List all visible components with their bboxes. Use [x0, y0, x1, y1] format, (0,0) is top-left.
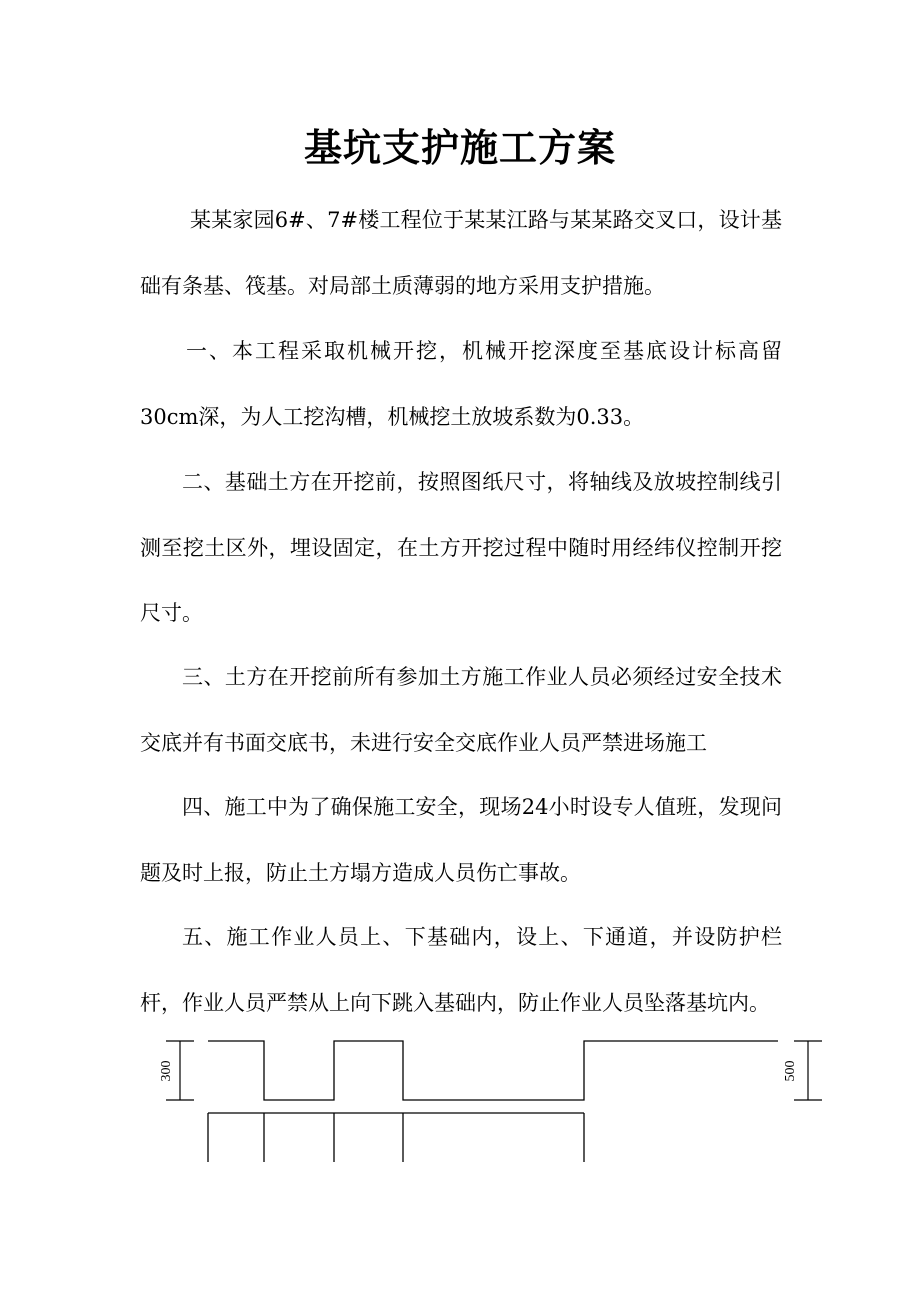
trench-profile: [208, 1041, 778, 1162]
paragraph-item-3: 三、土方在开挖前所有参加土方施工作业人员必须经过安全技术交底并有书面交底书，未进行安全交底作业人员严禁进场施工: [140, 665, 782, 755]
paragraph-item-2: 二、基础土方在开挖前，按照图纸尺寸，将轴线及放坡控制线引测至挖土区外，埋设固定，在土方开挖过程中随时用经纬仪控制开挖尺寸。: [140, 470, 782, 625]
left-dimension-label: 300: [159, 1060, 174, 1082]
right-dimension-label: 500: [783, 1060, 798, 1082]
document-title: 基坑支护施工方案: [303, 125, 616, 170]
paragraph-item-1: 一、本工程采取机械开挖，机械开挖深度至基底设计标高留30cm深，为人工挖沟槽，机械挖土放坡系数为0.33。: [140, 339, 782, 429]
paragraph-item-4: 四、施工中为了确保施工安全，现场24小时设专人值班，发现问题及时上报，防止土方塌方造成人员伤亡事故。: [140, 795, 782, 885]
excavation-section-diagram: [0, 1030, 920, 1170]
paragraph-intro: 某某家园6#、7#楼工程位于某某江路与某某路交叉口，设计基础有条基、筏基。对局部土质薄弱的地方采用支护措施。: [140, 208, 782, 298]
left-dimension: [159, 1041, 194, 1100]
right-dimension: [783, 1041, 822, 1100]
paragraph-item-5: 五、施工作业人员上、下基础内，设上、下通道，并设防护栏杆，作业人员严禁从上向下跳入基础内，防止作业人员坠落基坑内。: [140, 925, 782, 1015]
